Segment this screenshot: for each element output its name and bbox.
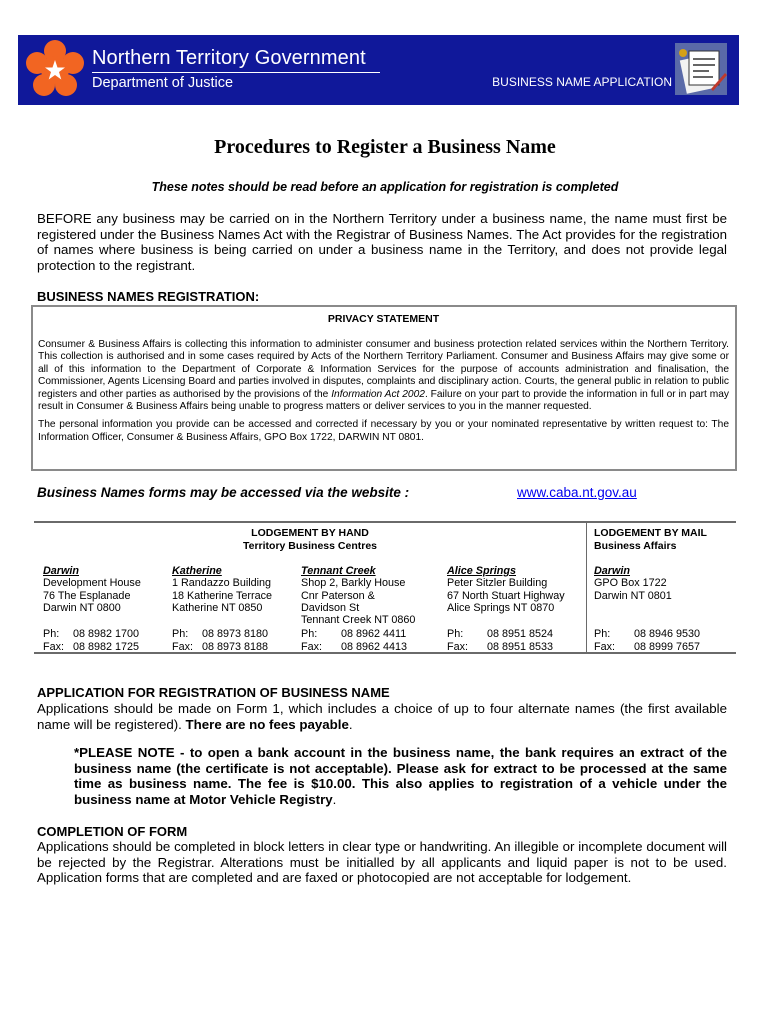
office-contact	[43, 628, 139, 654]
fax-number: 08 8973 8188	[202, 641, 269, 653]
information-act-name: Information Act 2002	[331, 388, 425, 400]
intro-paragraph: BEFORE any business may be carried on in the Northern Territory under a business name, the name must first be registered under the Business Names Act with the Registrar of Business Names. The Act provides for the registration of names where business is being carried on under a business name in the Territory, and does not provide legal protection to the registrant.	[37, 211, 727, 273]
application-label: BUSINESS NAME APPLICATION	[492, 75, 672, 89]
fax-row	[301, 641, 407, 654]
fax-label: Fax:	[301, 641, 322, 653]
privacy-paragraph-2: The personal information you provide can be accessed and corrected if necessary by you or your nominated representative by written request to: The Information Officer, Consumer & Business Affairs, GPO Box 1722, DARWIN NT 0801.	[38, 419, 729, 443]
fax-number: 08 8999 7657	[634, 641, 701, 653]
office-name: Darwin	[43, 565, 79, 577]
phone-number: 08 8962 4411	[341, 628, 407, 640]
lodgement-table	[34, 521, 736, 654]
hand-title: LODGEMENT BY HAND	[251, 527, 369, 539]
office-address-line: 76 The Esplanade	[43, 589, 131, 602]
mail-title: LODGEMENT BY MAIL	[594, 527, 707, 539]
intro-note: These notes should be read before an application for registration is completed	[151, 180, 619, 194]
office-address-line: GPO Box 1722	[594, 577, 667, 590]
application-heading: APPLICATION FOR REGISTRATION OF BUSINESS NAME	[37, 685, 390, 700]
office-address-line: Alice Springs NT 0870	[447, 601, 555, 614]
office-name: Darwin	[594, 565, 630, 577]
fax-label: Fax:	[172, 641, 193, 653]
website-link[interactable]: www.caba.nt.gov.au	[517, 485, 637, 500]
office-column	[447, 565, 565, 614]
page-title: Procedures to Register a Business Name	[214, 136, 556, 158]
privacy-text: . Failure on your part to provide the information in full or in part may result in Consumer & Business Affairs being unable to progress matters or deliver services to you in the manner requested.	[38, 388, 729, 413]
office-address-line: Davidson St	[301, 601, 360, 614]
lodgement-by-mail-header	[594, 527, 707, 553]
note-text-end: .	[332, 791, 337, 807]
fax-label: Fax:	[447, 641, 468, 653]
office-column	[172, 565, 272, 614]
office-name: Katherine	[172, 565, 222, 577]
office-column	[594, 565, 672, 602]
office-address-line: Tennant Creek NT 0860	[301, 614, 416, 627]
fax-row	[43, 641, 139, 654]
office-column	[43, 565, 141, 614]
fax-number: 08 8982 1725	[73, 641, 140, 653]
privacy-paragraph-1	[38, 339, 729, 413]
fax-label: Fax:	[43, 641, 64, 653]
office-address-line: 18 Katherine Terrace	[172, 589, 273, 602]
form-document-icon	[675, 43, 727, 95]
phone-label: Ph:	[301, 628, 318, 640]
registration-heading: BUSINESS NAMES REGISTRATION:	[37, 289, 260, 304]
application-text: Applications should be made on Form 1, which includes a choice of up to four alternate names (the first available name will be registered).	[37, 701, 727, 732]
phone-row	[447, 628, 553, 641]
department-title: Department of Justice	[92, 75, 234, 91]
office-contact	[301, 628, 407, 654]
lodgement-by-hand-header	[34, 527, 586, 553]
phone-number: 08 8973 8180	[202, 628, 269, 640]
office-address-line: Development House	[43, 577, 141, 590]
phone-number: 08 8951 8524	[487, 628, 554, 640]
office-address-line: Darwin NT 0800	[43, 601, 121, 614]
phone-label: Ph:	[172, 628, 189, 640]
application-text-end: .	[348, 716, 353, 732]
office-contact	[447, 628, 553, 654]
office-name: Alice Springs	[447, 565, 516, 577]
fax-number: 08 8962 4413	[341, 641, 408, 653]
phone-row	[594, 628, 700, 641]
phone-row	[301, 628, 407, 641]
nt-flower-logo-icon	[24, 39, 86, 101]
office-contact	[172, 628, 268, 654]
privacy-statement-box	[31, 305, 737, 471]
mail-subtitle: Business Affairs	[594, 540, 677, 552]
application-paragraph	[37, 701, 727, 732]
website-text: Business Names forms may be accessed via the website :	[37, 485, 410, 500]
completion-heading: COMPLETION OF FORM	[37, 824, 188, 839]
phone-row	[172, 628, 268, 641]
table-divider	[586, 523, 587, 652]
fax-row	[447, 641, 553, 654]
phone-number: 08 8946 9530	[634, 628, 701, 640]
completion-paragraph: Applications should be completed in block letters in clear type or handwriting. An illegible or incomplete document will be rejected by the Registrar. Alterations must be initialled by all applicants and liquid paper is not to be used. Application forms that are completed and are faxed or photocopied are not acceptable for lodgement.	[37, 839, 727, 885]
title-divider	[92, 72, 380, 73]
office-address-line: Katherine NT 0850	[172, 601, 263, 614]
fax-row	[594, 641, 700, 654]
office-address-line: Peter Sitzler Building	[447, 577, 548, 590]
office-address-line: Darwin NT 0801	[594, 589, 672, 602]
office-address-line: 1 Randazzo Building	[172, 577, 272, 590]
phone-label: Ph:	[43, 628, 60, 640]
phone-row	[43, 628, 139, 641]
note-text: *PLEASE NOTE - to open a bank account in the business name, the bank requires an extract of the business name (the certificate is not acceptable). Please ask for extract to be processed at the same time as business name. The fee is $10.00. This also applies to registration of a vehicle under the business name at Motor Vehicle Registry	[74, 745, 727, 807]
phone-label: Ph:	[594, 628, 611, 640]
office-address-line: Shop 2, Barkly House	[301, 577, 406, 590]
no-fees-text: There are no fees payable	[185, 716, 349, 732]
government-title: Northern Territory Government	[92, 47, 366, 69]
fax-row	[172, 641, 268, 654]
phone-number: 08 8982 1700	[73, 628, 140, 640]
bank-account-note	[74, 745, 727, 807]
fax-label: Fax:	[594, 641, 615, 653]
phone-label: Ph:	[447, 628, 464, 640]
office-column	[301, 565, 415, 626]
header-banner	[18, 35, 739, 105]
privacy-title: PRIVACY STATEMENT	[327, 313, 440, 325]
privacy-text: Consumer & Business Affairs is collecting this information to administer consumer and business protection related services within the Northern Territory. This collection is authorised and in some cases required by Acts of the Northern Territory Parliament. Consumer and Business Affairs may give some or all of this information to the Department of Corporate & Information Services for the purpose of accounts administration and finalisation, the Commissioner, Agents Licensing Board and parties involved in disputes, complaints and disciplinary action. Courts, the general public in relation to public registers and other parties as authorised by the provisions of the	[38, 339, 729, 400]
office-address-line: Cnr Paterson &	[301, 589, 375, 602]
fax-number: 08 8951 8533	[487, 641, 554, 653]
hand-subtitle: Territory Business Centres	[242, 540, 378, 552]
office-name: Tennant Creek	[301, 565, 376, 577]
office-address-line: 67 North Stuart Highway	[447, 589, 565, 602]
office-contact	[594, 628, 700, 654]
